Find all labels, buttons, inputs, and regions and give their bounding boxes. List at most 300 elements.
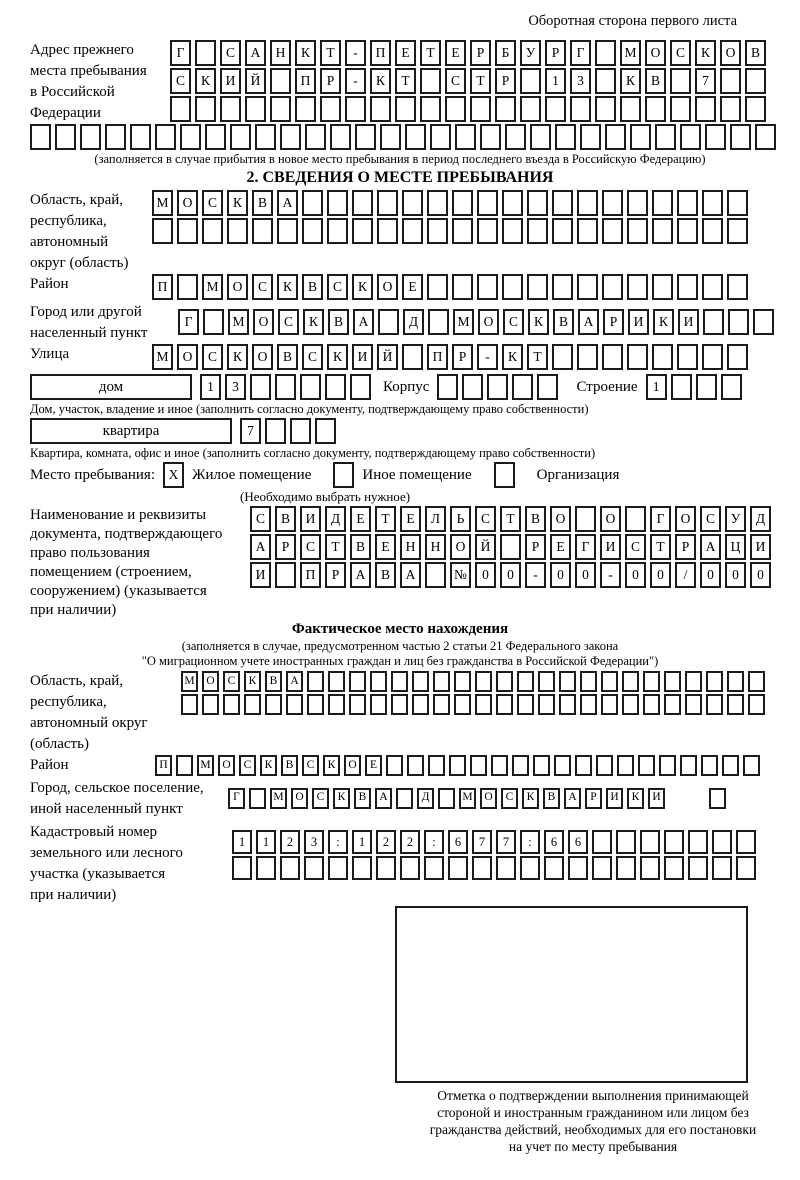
char-cell [712,856,732,880]
char-cell [265,418,286,444]
char-cell: И [220,68,241,94]
char-cell [407,755,424,776]
char-cell [181,694,198,715]
char-cell: Т [325,534,346,560]
char-cell [736,830,756,854]
char-cell [477,274,498,300]
char-cell: С [170,68,191,94]
char-cell: К [522,788,539,809]
char-cell: 0 [625,562,646,588]
char-cell [295,96,316,122]
char-cell [664,694,681,715]
char-cell [255,124,276,150]
char-cell [680,124,701,150]
char-cell: Е [402,274,423,300]
oblast3-label [30,671,181,755]
char-cell: С [670,40,691,66]
char-cell: С [503,309,524,335]
char-cell: 1 [232,830,252,854]
char-cell [445,96,466,122]
char-cell: В [543,788,560,809]
char-cell [620,96,641,122]
text-line: места пребывания [30,63,147,79]
text-line: документа, подтверждающего [30,526,223,542]
char-cell: К [295,40,316,66]
char-cell: А [277,190,298,216]
char-cell [304,856,324,880]
char-cell: С [252,274,273,300]
char-cell [177,274,198,300]
text-line: округ (область) [30,255,129,271]
char-cell [405,124,426,150]
char-cell: Г [170,40,191,66]
char-cell: С [202,344,223,370]
char-cell: О [720,40,741,66]
char-cell: С [220,40,241,66]
char-cell: П [300,562,321,588]
char-cell [496,694,513,715]
char-cell [748,671,765,692]
char-cell: М [228,309,249,335]
text-line: Город, сельское поселение, [30,780,204,796]
char-cell: В [328,309,349,335]
char-cell: И [628,309,649,335]
char-row [250,562,775,588]
char-cell [402,218,423,244]
char-cell [559,671,576,692]
option-zhiloe-label: Жилое помещение [192,467,312,483]
char-cell [480,124,501,150]
char-cell [448,856,468,880]
char-row [152,218,752,244]
oblast3-section [30,671,770,755]
char-cell: О [253,309,274,335]
char-cell: В [350,534,371,560]
char-cell [377,218,398,244]
char-row [178,309,778,335]
char-cell [520,68,541,94]
char-cell: Г [228,788,245,809]
char-cell: Й [245,68,266,94]
char-cell [425,562,446,588]
char-cell: А [700,534,721,560]
char-cell [727,190,748,216]
char-cell [349,694,366,715]
char-cell: К [627,788,644,809]
char-cell [595,96,616,122]
char-cell: Ц [725,534,746,560]
char-cell: С [223,671,240,692]
char-cell [727,694,744,715]
char-cell [554,755,571,776]
char-cell [280,856,300,880]
checkbox-organizacia [494,462,515,488]
char-cell: Г [570,40,591,66]
char-cell [652,344,673,370]
char-cell: 7 [695,68,716,94]
char-cell [496,671,513,692]
char-cell [638,755,655,776]
char-cell [605,124,626,150]
char-row [170,68,770,94]
char-cell [602,218,623,244]
char-cell [702,218,723,244]
char-cell [412,694,429,715]
char-cell [702,274,723,300]
char-cell [475,694,492,715]
char-cell [517,671,534,692]
char-cell [275,562,296,588]
char-cell: А [245,40,266,66]
char-cell [720,68,741,94]
text-line: населенный пункт [30,325,148,341]
char-cell: М [152,344,173,370]
char-cell: П [427,344,448,370]
option-organizacia-label: Организация [536,467,620,483]
char-cell: А [564,788,581,809]
char-cell [277,218,298,244]
char-cell [538,671,555,692]
raion3-label: Район [30,757,69,773]
char-cell [722,755,739,776]
char-cell [520,856,540,880]
char-cell: К [653,309,674,335]
char-cell: К [227,190,248,216]
char-cell [470,96,491,122]
char-cell: 3 [570,68,591,94]
text-line: при наличии) [30,602,117,618]
char-cell: И [648,788,665,809]
char-cell: 7 [496,830,516,854]
char-cell: Г [178,309,199,335]
char-cell [391,694,408,715]
char-cell: Р [275,534,296,560]
char-cell [592,856,612,880]
char-cell [580,124,601,150]
gorod-label [30,302,178,344]
char-cell [376,856,396,880]
document-label [30,506,250,620]
char-cell: О [675,506,696,532]
char-cell [601,671,618,692]
char-cell [302,218,323,244]
text-line: Отметка о подтверждении выполнения принимающей [437,1088,749,1103]
char-cell [630,124,651,150]
char-cell [176,755,193,776]
char-cell [671,374,692,400]
char-cell [427,274,448,300]
char-cell [727,671,744,692]
char-cell [205,124,226,150]
char-cell [350,374,371,400]
char-cell [602,190,623,216]
char-cell [170,96,191,122]
char-cell [688,856,708,880]
char-cell [203,309,224,335]
char-cell: Р [525,534,546,560]
char-cell [155,124,176,150]
text-line: (область) [30,736,89,752]
char-cell: Е [400,506,421,532]
char-cell: Н [270,40,291,66]
char-cell [570,96,591,122]
char-cell: С [327,274,348,300]
char-cell [753,309,774,335]
char-cell: М [453,309,474,335]
char-cell [320,96,341,122]
char-cell [702,344,723,370]
char-cell [80,124,101,150]
char-cell [677,344,698,370]
char-cell: С [202,190,223,216]
char-cell [396,788,413,809]
oblast-label [30,190,152,274]
char-cell [502,218,523,244]
char-cell: Т [375,506,396,532]
char-cell [265,694,282,715]
char-cell: А [286,671,303,692]
char-cell [748,694,765,715]
char-cell: Р [603,309,624,335]
char-cell [706,671,723,692]
prev-address-caption: (заполняется в случае прибытия в новое место пребывания в период последнего въезда в Российскую Федерацию) [94,152,706,166]
char-cell: 2 [400,830,420,854]
char-cell [577,344,598,370]
text-line: Город или другой [30,304,142,320]
char-cell [352,856,372,880]
char-cell [227,218,248,244]
stamp-caption [398,1087,788,1155]
char-cell: О [202,671,219,692]
char-cell [537,374,558,400]
char-cell: М [181,671,198,692]
char-cell [706,694,723,715]
char-cell: Р [325,562,346,588]
char-cell: Р [470,40,491,66]
char-cell [627,190,648,216]
char-cell [696,374,717,400]
char-cell [527,190,548,216]
text-line: автономный [30,234,109,250]
char-cell: Д [417,788,434,809]
char-cell [495,96,516,122]
prev-address-full-row [30,124,770,150]
char-cell [286,694,303,715]
char-cell [616,830,636,854]
char-cell [420,96,441,122]
char-cell: И [352,344,373,370]
text-line: Федерации [30,105,101,121]
char-row [232,830,760,854]
oblast-section [30,190,770,274]
char-cell [454,671,471,692]
char-cell: А [578,309,599,335]
char-cell: 0 [500,562,521,588]
char-cell [552,190,573,216]
char-cell [659,755,676,776]
text-line: республика, [30,213,107,229]
text-line: иной населенный пункт [30,801,183,817]
char-cell [470,755,487,776]
char-cell [230,124,251,150]
char-cell: И [678,309,699,335]
char-cell: В [302,274,323,300]
char-cell [721,374,742,400]
char-cell [328,671,345,692]
char-row [152,190,752,216]
char-cell [512,755,529,776]
char-row [152,274,752,300]
char-cell: С [475,506,496,532]
char-cell: 6 [568,830,588,854]
char-cell: С [239,755,256,776]
char-cell: 6 [448,830,468,854]
char-cell [544,856,564,880]
char-cell: Ь [450,506,471,532]
char-cell [327,218,348,244]
char-cell: Е [365,755,382,776]
char-cell: М [202,274,223,300]
char-cell [452,190,473,216]
char-cell: С [445,68,466,94]
char-cell: М [620,40,641,66]
char-row [181,694,769,715]
char-cell [538,694,555,715]
text-line: "О миграционном учете иностранных граждан и лиц без гражданства в Российской Федерации") [141,654,659,668]
char-cell [377,190,398,216]
char-cell [670,68,691,94]
char-cell: О [600,506,621,532]
char-cell: Е [395,40,416,66]
char-cell [177,218,198,244]
char-cell [577,218,598,244]
char-cell [602,274,623,300]
char-cell: В [375,562,396,588]
char-cell [433,671,450,692]
char-cell: 2 [280,830,300,854]
char-cell [328,694,345,715]
char-cell [424,856,444,880]
char-cell [428,309,449,335]
char-cell [730,124,751,150]
char-cell: А [350,562,371,588]
char-cell [592,830,612,854]
char-cell [627,344,648,370]
char-cell [428,755,445,776]
char-row [232,856,760,880]
char-cell: К [327,344,348,370]
text-line: республика, [30,694,107,710]
mesto-caption: (Необходимо выбрать нужное) [240,489,411,504]
char-row [170,40,770,66]
char-cell [575,755,592,776]
char-cell: Л [425,506,446,532]
char-cell [202,218,223,244]
char-cell: Т [470,68,491,94]
char-cell [577,190,598,216]
char-cell [602,344,623,370]
char-cell: К [370,68,391,94]
char-cell [552,218,573,244]
char-cell: П [370,40,391,66]
char-cell: В [252,190,273,216]
char-cell [370,694,387,715]
char-cell: Т [420,40,441,66]
char-cell [370,96,391,122]
char-cell: А [353,309,374,335]
dom-caption: Дом, участок, владение и иное (заполнить согласно документу, подтверждающему право собственности) [30,402,589,416]
dom-box: дом [30,374,192,400]
char-cell [270,68,291,94]
option-inoe-label: Иное помещение [362,467,472,483]
char-cell: Й [377,344,398,370]
kadastr-section [30,822,770,906]
char-cell [452,274,473,300]
char-cell [727,274,748,300]
char-cell [223,694,240,715]
char-cell: К [303,309,324,335]
mesto-label: Место пребывания: [30,467,155,483]
char-cell [290,418,311,444]
raion-label: Район [30,276,69,292]
char-cell: С [302,755,319,776]
char-cell: Д [403,309,424,335]
char-cell [595,40,616,66]
char-cell: - [600,562,621,588]
char-cell [545,96,566,122]
char-cell [505,124,526,150]
prev-address-section [30,40,770,124]
char-cell [664,830,684,854]
char-cell: В [745,40,766,66]
char-cell [502,190,523,216]
char-cell [30,124,51,150]
char-cell [743,755,760,776]
char-cell: Р [545,40,566,66]
char-cell: В [354,788,371,809]
char-cell: О [177,344,198,370]
char-cell: О [227,274,248,300]
char-cell [652,218,673,244]
char-cell [232,856,252,880]
char-cell [487,374,508,400]
text-line: Кадастровый номер [30,824,157,840]
char-cell [517,694,534,715]
char-cell [300,374,321,400]
char-cell [701,755,718,776]
char-cell [568,856,588,880]
char-cell [327,190,348,216]
char-cell: Е [350,506,371,532]
char-cell: С [625,534,646,560]
char-cell [622,671,639,692]
char-cell: Т [500,506,521,532]
char-cell [477,190,498,216]
char-cell: 6 [544,830,564,854]
char-cell [720,96,741,122]
char-cell: 1 [352,830,372,854]
char-cell: И [600,534,621,560]
char-cell [280,124,301,150]
char-cell: Е [445,40,466,66]
prev-address-label [30,40,170,124]
char-cell [500,534,521,560]
char-cell [685,694,702,715]
char-cell [527,218,548,244]
char-cell [180,124,201,150]
char-cell: 0 [475,562,496,588]
char-cell: П [155,755,172,776]
